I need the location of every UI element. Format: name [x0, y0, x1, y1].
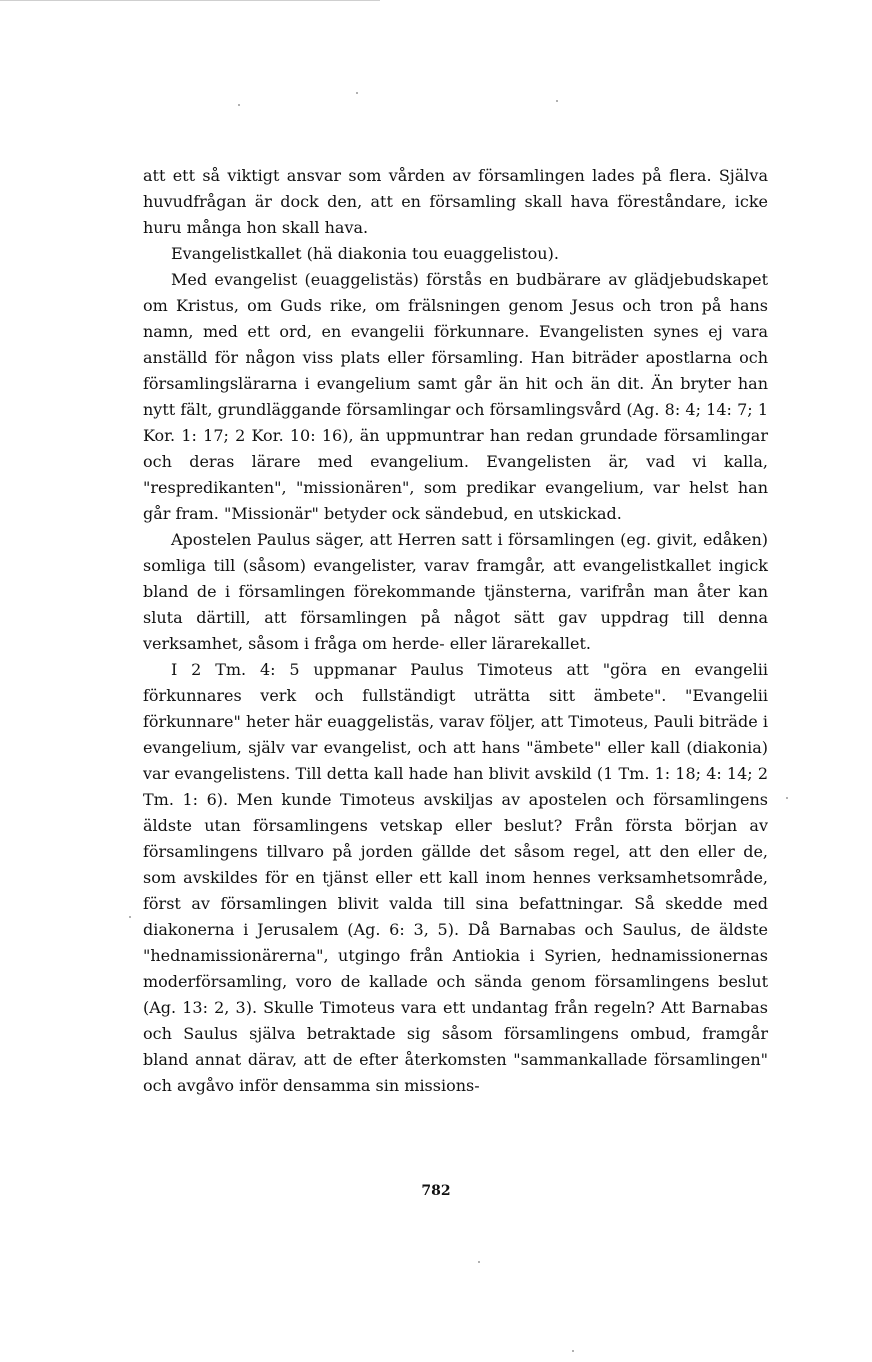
paragraph: Evangelistkallet (hä diakonia tou euaggelistou).	[171, 244, 559, 263]
scan-speck	[356, 92, 358, 94]
scan-speck	[238, 104, 240, 106]
scan-speck	[572, 1350, 574, 1352]
scan-edge-line	[0, 0, 380, 1]
paragraph: I 2 Tm. 4: 5 uppmanar Paulus Timoteus att "göra en evangelii förkunnares verk och fullständigt uträtta sitt ämbete". "Evangelii förkunnare" heter här euaggelistäs, varav följer, att Timoteus, Pauli biträde i evangelium, själv var evangelist, och att hans "ämbete" eller kall (diakonia) var evangelistens. Till detta kall hade han blivit avskild (1 Tm. 1: 18; 4: 14; 2 Tm. 1: 6). Men kunde Timoteus avskiljas av apostelen och församlingens äldste utan församlingens vetskap eller beslut? Från första början av församlingens tillvaro på jorden gällde det såsom regel, att den eller de, som avskildes för en tjänst eller ett kall inom hennes verksamhetsområde, först av församlingen blivit valda till sina befattningar. Så skedde med diakonerna i Jerusalem (Ag. 6: 3, 5). Då Barnabas och Saulus, de äldste "hednamissionärerna", utgingo från Antiokia i Syrien, hednamissionernas moderförsamling, voro de kallade och sända genom församlingens beslut (Ag. 13: 2, 3). Skulle Timoteus vara ett undantag från regeln? Att Barnabas och Saulus själva betraktade sig såsom församlingens ombud, framgår bland annat därav, att de efter återkomsten "sammankallade församlingen" och avgåvo inför densamma sin missions-	[143, 660, 768, 1095]
paragraph: Med evangelist (euaggelistäs) förstås en budbärare av glädjebudskapet om Kristus, om Guds rike, om frälsningen genom Jesus och tron på hans namn, med ett ord, en evangelii förkunnare. Evangelisten synes ej vara anställd för någon viss plats eller församling. Han biträder apostlarna och församlingslärarna i evangelium samt går än hit och än dit. Än bryter han nytt fält, grundläggande församlingar och församlingsvård (Ag. 8: 4; 14: 7; 1 Kor. 1: 17; 2 Kor. 10: 16), än uppmuntrar han redan grundade församlingar och deras lärare med evangelium. Evangelisten är, vad vi kalla, "respredikanten", "missionären", som predikar evangelium, var helst han går fram. "Missionär" betyder ock sändebud, en utskickad.	[143, 270, 768, 523]
paragraph: att ett så viktigt ansvar som vården av församlingen lades på flera. Själva huvudfrågan är dock den, att en församling skall hava föreståndare, icke huru många hon skall hava.	[143, 166, 768, 237]
scan-speck	[786, 797, 788, 799]
paragraph: Apostelen Paulus säger, att Herren satt i församlingen (eg. givit, edåken) somliga till (såsom) evangelister, varav framgår, att evangelistkallet ingick bland de i församlingen förekommande tjänsterna, varifrån man åter kan sluta därtill, att församlingen på något sätt gav uppdrag till denna verksamhet, såsom i fråga om herde- eller lärarekallet.	[143, 530, 768, 653]
scan-speck	[556, 100, 558, 102]
scan-speck	[478, 1261, 480, 1263]
body-text	[143, 163, 768, 1099]
scan-speck	[129, 916, 131, 918]
page-number: 782	[421, 1183, 451, 1199]
